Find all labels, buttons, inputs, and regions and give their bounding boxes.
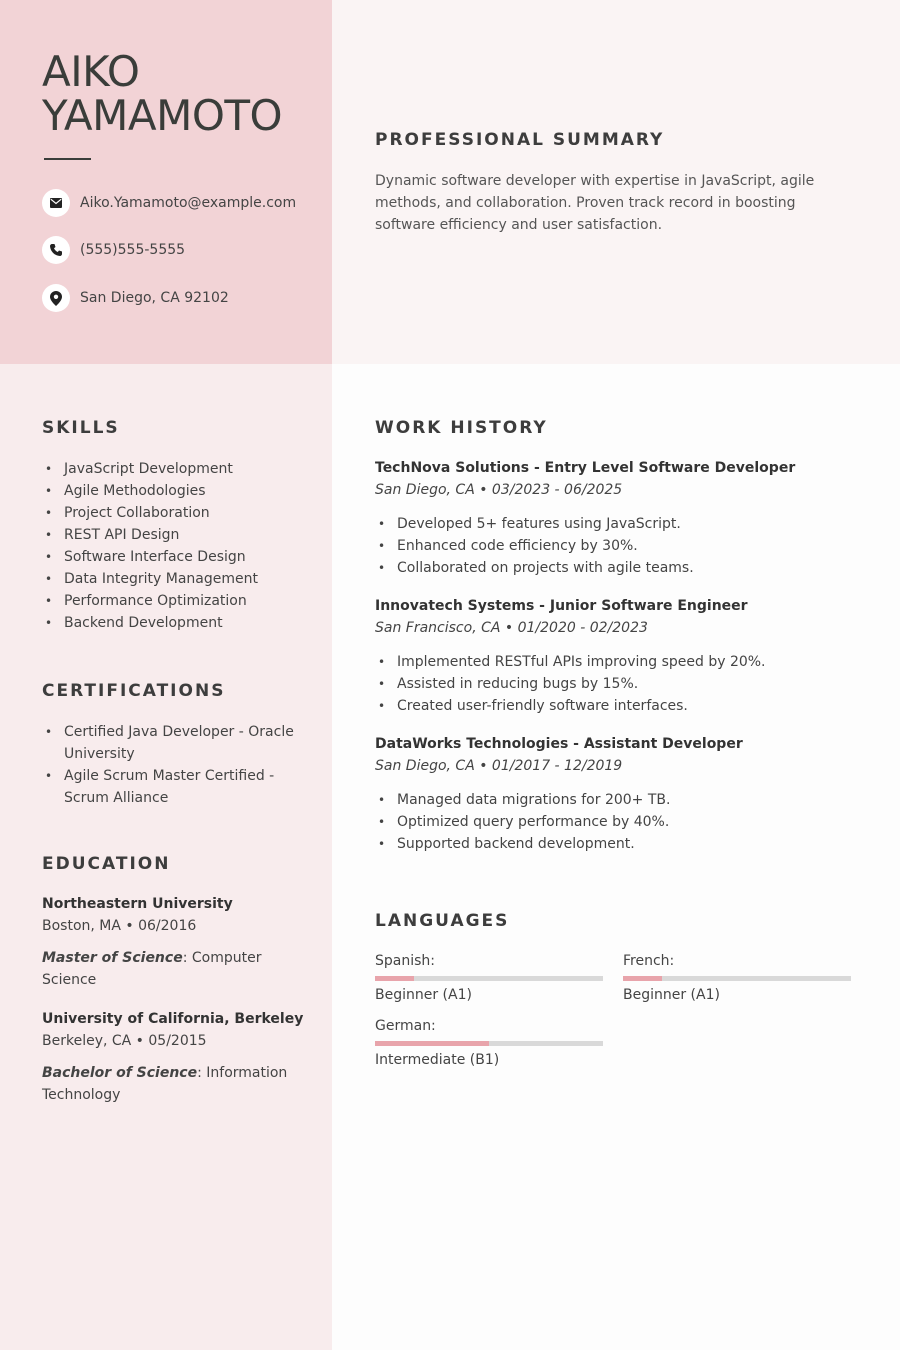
language-level: Beginner (A1): [623, 987, 720, 1003]
summary-text: Dynamic software developer with expertise in JavaScript, agile methods, and collaboration. Proven track record in boosting software efficiency and user satisfaction.: [375, 173, 815, 233]
skills-heading: SKILLS: [42, 418, 120, 438]
proficiency-bar: [623, 976, 851, 981]
email-icon: [42, 189, 70, 217]
phone-icon: [42, 236, 70, 264]
job-title: DataWorks Technologies - Assistant Developer: [375, 736, 743, 752]
first-name: AIKO: [42, 47, 140, 96]
contact-email[interactable]: [42, 189, 296, 217]
skill-item: • REST API Design: [42, 524, 302, 546]
language-item: [375, 1018, 603, 1068]
education-location: Boston, MA • 06/2016: [42, 918, 197, 934]
degree-title: Bachelor of Science: [42, 1065, 198, 1081]
proficiency-bar: [375, 1041, 603, 1046]
education-school: Northeastern University: [42, 896, 233, 912]
language-item: [375, 953, 603, 1003]
job-bullets: [375, 789, 855, 855]
certification-item: • Certified Java Developer - Oracle University: [42, 721, 297, 765]
certification-item: • Agile Scrum Master Certified - Scrum Alliance: [42, 765, 297, 809]
certifications-heading: CERTIFICATIONS: [42, 681, 226, 701]
language-item: [623, 953, 851, 1003]
job-bullet: • Supported backend development.: [375, 833, 855, 855]
job-bullet: • Created user-friendly software interfaces.: [375, 695, 855, 717]
proficiency-fill: [623, 976, 662, 981]
skill-item: • JavaScript Development: [42, 458, 302, 480]
email-text: Aiko.Yamamoto@example.com: [80, 195, 297, 211]
job-bullet: • Managed data migrations for 200+ TB.: [375, 789, 855, 811]
education-degree: [42, 1062, 292, 1106]
job-bullet: • Developed 5+ features using JavaScript.: [375, 513, 855, 535]
last-name: YAMAMOTO: [42, 91, 283, 140]
name-divider: [44, 158, 91, 160]
language-name: German:: [375, 1018, 436, 1034]
degree-title: Master of Science: [42, 950, 183, 966]
job-bullets: [375, 651, 855, 717]
skill-item: • Performance Optimization: [42, 590, 302, 612]
skill-item: • Agile Methodologies: [42, 480, 302, 502]
proficiency-fill: [375, 1041, 489, 1046]
proficiency-bar: [375, 976, 603, 981]
proficiency-fill: [375, 976, 414, 981]
education-school: University of California, Berkeley: [42, 1011, 304, 1027]
job-bullets: [375, 513, 855, 579]
skills-list: [42, 458, 302, 634]
main-panel: [332, 364, 900, 1350]
language-name: French:: [623, 953, 675, 969]
language-level: Beginner (A1): [375, 987, 472, 1003]
summary-heading: PROFESSIONAL SUMMARY: [375, 130, 665, 150]
job-bullet: • Implemented RESTful APIs improving speed by 20%.: [375, 651, 855, 673]
job-meta: San Francisco, CA • 01/2020 - 02/2023: [375, 620, 648, 636]
work-history-heading: WORK HISTORY: [375, 418, 548, 438]
education-location: Berkeley, CA • 05/2015: [42, 1033, 207, 1049]
job-bullet: • Optimized query performance by 40%.: [375, 811, 855, 833]
candidate-name: [42, 47, 283, 140]
location-text: San Diego, CA 92102: [80, 290, 229, 306]
contact-phone[interactable]: [42, 236, 185, 264]
skill-item: • Software Interface Design: [42, 546, 302, 568]
languages-heading: LANGUAGES: [375, 911, 510, 931]
job-meta: San Diego, CA • 01/2017 - 12/2019: [375, 758, 623, 774]
job-title: Innovatech Systems - Junior Software Engineer: [375, 598, 748, 614]
job-bullet: • Collaborated on projects with agile teams.: [375, 557, 855, 579]
certifications-list: [42, 721, 297, 809]
skill-item: • Backend Development: [42, 612, 302, 634]
job-title: TechNova Solutions - Entry Level Software Developer: [375, 460, 796, 476]
degree-field: : Computer Science: [42, 950, 262, 988]
language-level: Intermediate (B1): [375, 1052, 500, 1068]
skill-item: • Project Collaboration: [42, 502, 302, 524]
contact-location: [42, 284, 229, 312]
education-heading: EDUCATION: [42, 854, 171, 874]
job-bullet: • Assisted in reducing bugs by 15%.: [375, 673, 855, 695]
job-bullet: • Enhanced code efficiency by 30%.: [375, 535, 855, 557]
location-pin-icon: [42, 284, 70, 312]
language-name: Spanish:: [375, 953, 435, 969]
phone-text: (555)555-5555: [80, 242, 186, 258]
degree-field: : Information Technology: [42, 1065, 288, 1103]
education-degree: [42, 947, 292, 991]
job-meta: San Diego, CA • 03/2023 - 06/2025: [375, 482, 623, 498]
skill-item: • Data Integrity Management: [42, 568, 302, 590]
